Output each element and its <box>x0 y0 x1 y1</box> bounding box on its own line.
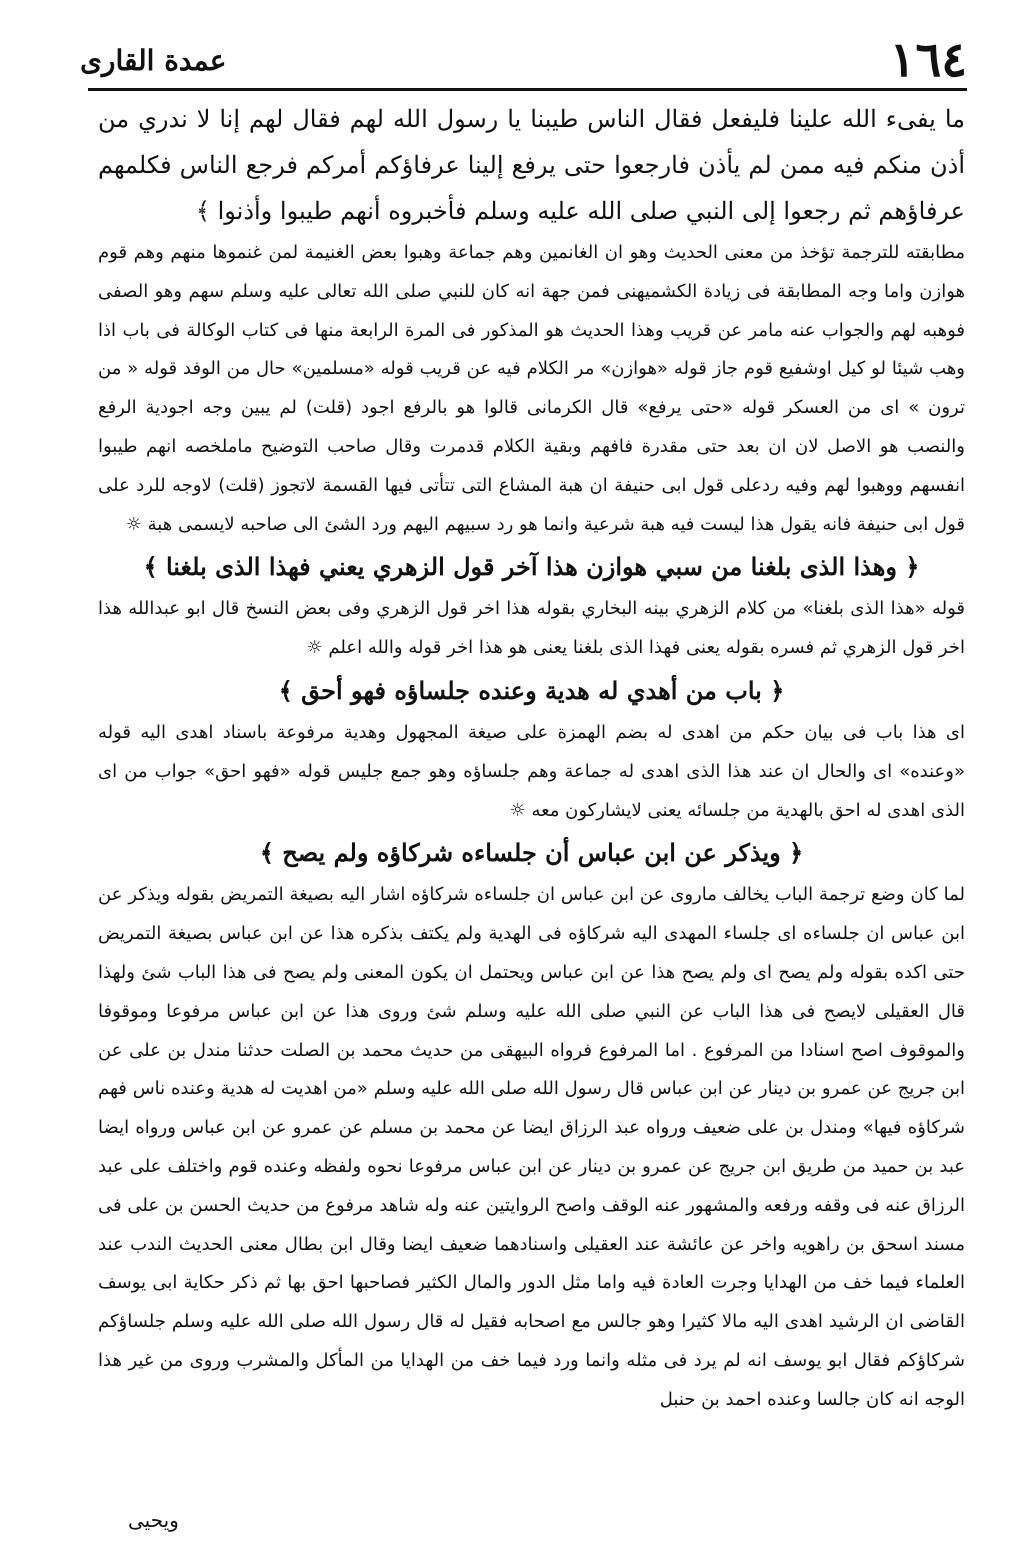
hadith-line: فيه ممن لم يأذن فارجعوا حتى يرفع إلينا عرفاؤكم أمركم فرجع الناس فكلمهم عرفاؤهم <box>98 151 965 225</box>
commentary-line: اهدى اليه مالا كثيرا وهو جالس مع اصحابه فقيل له قال رسول الله صلى الله عليه وسلم جلساؤكم شركاؤكم فقال ابو يوسف انه لم يرد فى مثله <box>98 1311 965 1371</box>
commentary-line: فيه هبة شرعية وانما هو رد سبيهم اليهم ورد الشئ الى صاحبه لايسمى هبة ☼ <box>125 513 695 535</box>
commentary-line: اوشفيع قوم جاز قوله «هوازن» مر الكلام فيه عن قريب قوله «مسلمين» حال من الوفد قوله « من ترون » اى من <box>98 358 965 419</box>
commentary-line: هذا اخر قول الزهري ثم فسره بقوله يعنى فهذا الذى بلغنا يعنى هو هذا اخر قوله والله اعلم ☼ <box>98 598 965 659</box>
commentary-paragraph <box>98 714 965 830</box>
commentary-line: مطابقته للترجمة تؤخذ من معنى الحديث وهو ان الغانمين وهم جماعة وهبوا بعض الغنيمة لمن غنموها منهم وهم قوم هوازن <box>98 242 965 302</box>
commentary-line: والجواب عنه مامر عن قريب وهذا الحديث هو المذكور فى المرة الرابعة منها فى كتاب الوكالة فى باب اذا وهب شيئا لو كيل <box>98 319 965 380</box>
commentary-line: العسكر قوله «حتى يرفع» قال الكرمانى قالوا هو بالرفع اجود (قلت) لم يبين وجه اجودية الرفع والنصب هو الاصل لان <box>98 397 965 457</box>
catchword: ويحيى <box>128 1508 179 1532</box>
commentary-line: على ضعيف ورواه عبد الرزاق ايضا عن محمد بن مسلم عن عمرو عن ابن عباس ورواه ايضا عبد بن حميد من طريق ابن <box>98 1117 965 1177</box>
running-title: عمدة القارى <box>80 43 227 77</box>
header-rule <box>88 88 967 91</box>
commentary-line: ردعلى قول ابى حنيفة ان هبة المشاع التى تتأتى فيها القسمة لاتجوز (قلت) لاوجه للرد على قول ابى حنيفة فانه يقول هذا ليست <box>98 474 965 535</box>
commentary-line: له احق بالهدية من جلسائه يعنى لايشاركون معه ☼ <box>509 799 882 821</box>
commentary-line: اى هذا باب فى بيان حكم من اهدى له بضم الهمزة على صيغة المجهول وهدية مرفوعة باسناد اهدى اليه قوله «وعنده» <box>98 721 965 782</box>
section-heading: ﴿ ويذكر عن ابن عباس أن جلساءه شركاؤه ولم يصح ﴾ <box>259 838 804 868</box>
chapter-heading: ﴿ باب من أهدي له هدية وعنده جلساؤه فهو أحق ﴾ <box>278 675 785 705</box>
commentary-line: عن عمرو بن دينار عن ابن عباس قال رسول الله صلى الله عليه وسلم «من اهديت له هدية وعنده ناس فهم شركاؤه فيها» ومندل بن <box>98 1078 965 1139</box>
hadith-text <box>98 96 965 234</box>
commentary-paragraph <box>98 234 965 544</box>
hadith-line: ما يفىء الله علينا فليفعل فقال الناس طيبنا يا رسول الله لهم فقال لهم إنا لا ندري من أذن منكم <box>98 105 965 179</box>
commentary-line: والمشهور عنه الوقف واصح الروايتين عنه وله شاهد مرفوع من حديث الحسن بن على فى مسند اسحق بن راهويه <box>98 1194 965 1255</box>
commentary-line: اى والحال ان عند هذا الذى اهدى له جماعة وهم جلساؤه وهو جمع جليس قوله «فهو احق» جواب من اى الذى اهدى <box>98 760 965 821</box>
commentary-paragraph <box>98 876 965 1419</box>
commentary-line: عن ابن عباس ان جلساءه اى جلساء المهدى اليه شركاؤه فى الهدية ولم يكتف بذكره هذا عن ابن عباس بصيغة <box>98 884 965 945</box>
commentary-line: التمريض حتى اكده بقوله ولم يصح اى ولم يصح هذا عن ابن عباس ويحتمل ان يكون المعنى ولم يصح فى هذا الباب <box>98 923 965 983</box>
hadith-line: ثم رجعوا إلى النبي صلى الله عليه وسلم فأخبروه أنهم طيبوا وأذنوا ﴾ <box>195 197 871 225</box>
commentary-line: وانما ورد فيما خف من الهدايا من المأكل والمشرب وروى من غير هذا الوجه انه كان جالسا وعنده احمد بن حنبل <box>98 1349 965 1410</box>
commentary-line: واما وجه المطابقة فى زيادة الكشميهنى فمن جهة انه كان للنبي صلى الله تعالى عليه وسلم سهم وهو الصفى فوهبه لهم <box>98 280 965 341</box>
commentary-paragraph <box>98 590 965 668</box>
commentary-line: لما كان وضع ترجمة الباب يخالف ماروى عن ابن عباس ان جلساءه شركاؤه اشار اليه بصيغة التمريض بقوله ويذكر <box>122 884 965 906</box>
page-number: ١٦٤ <box>889 32 967 88</box>
commentary-line: اصح اسنادا من المرفوع . اما المرفوع فرواه البيهقى من حديث محمد بن الصلت حدثنا مندل بن على عن ابن جريج <box>98 1039 965 1100</box>
commentary-line: واخر عن عائشة عند العقيلى واسنادهما ضعيف ايضا وقال ابن بطال معنى الحديث الندب عند العلماء فيما خف من <box>98 1233 965 1294</box>
section-heading: ﴿ وهذا الذى بلغنا من سبي هوازن هذا آخر قول الزهري يعني فهذا الذى بلغنا ﴾ <box>143 552 920 582</box>
page-body <box>98 96 965 1480</box>
page-header <box>80 30 967 90</box>
commentary-line: قوله «هذا الذى بلغنا» من كلام الزهري بينه البخاري بقوله هذا اخر قول الزهري وفى بعض النسخ قال ابو عبدالله <box>121 598 965 620</box>
commentary-line: شئ ولهذا قال العقيلى لايصح فى هذا الباب عن النبي صلى الله عليه وسلم شئ وروى هذا عن ابن عباس مرفوعا وموقوفا والموقوف <box>98 961 965 1061</box>
commentary-line: الهدايا وجرت العادة فيه واما مثل الدور والمال الكثير فصاحبها احق بها ثم ذكر حكاية ابى يوسف القاضى ان الرشيد <box>98 1272 965 1333</box>
commentary-line: ان بعد حتى مقدرة فافهم وبقية الكلام قدمرت وقال صاحب التوضيح ماملخصه انهم طيبوا انفسهم ووهبوا لهم وفيه <box>98 435 965 496</box>
commentary-line: جريج عن عمرو بن دينار عن ابن عباس مرفوعا نحوه ولفظه وعنده قوم واختلف على عبد الرزاق عنه فى وقفه ورفعه <box>98 1155 965 1216</box>
